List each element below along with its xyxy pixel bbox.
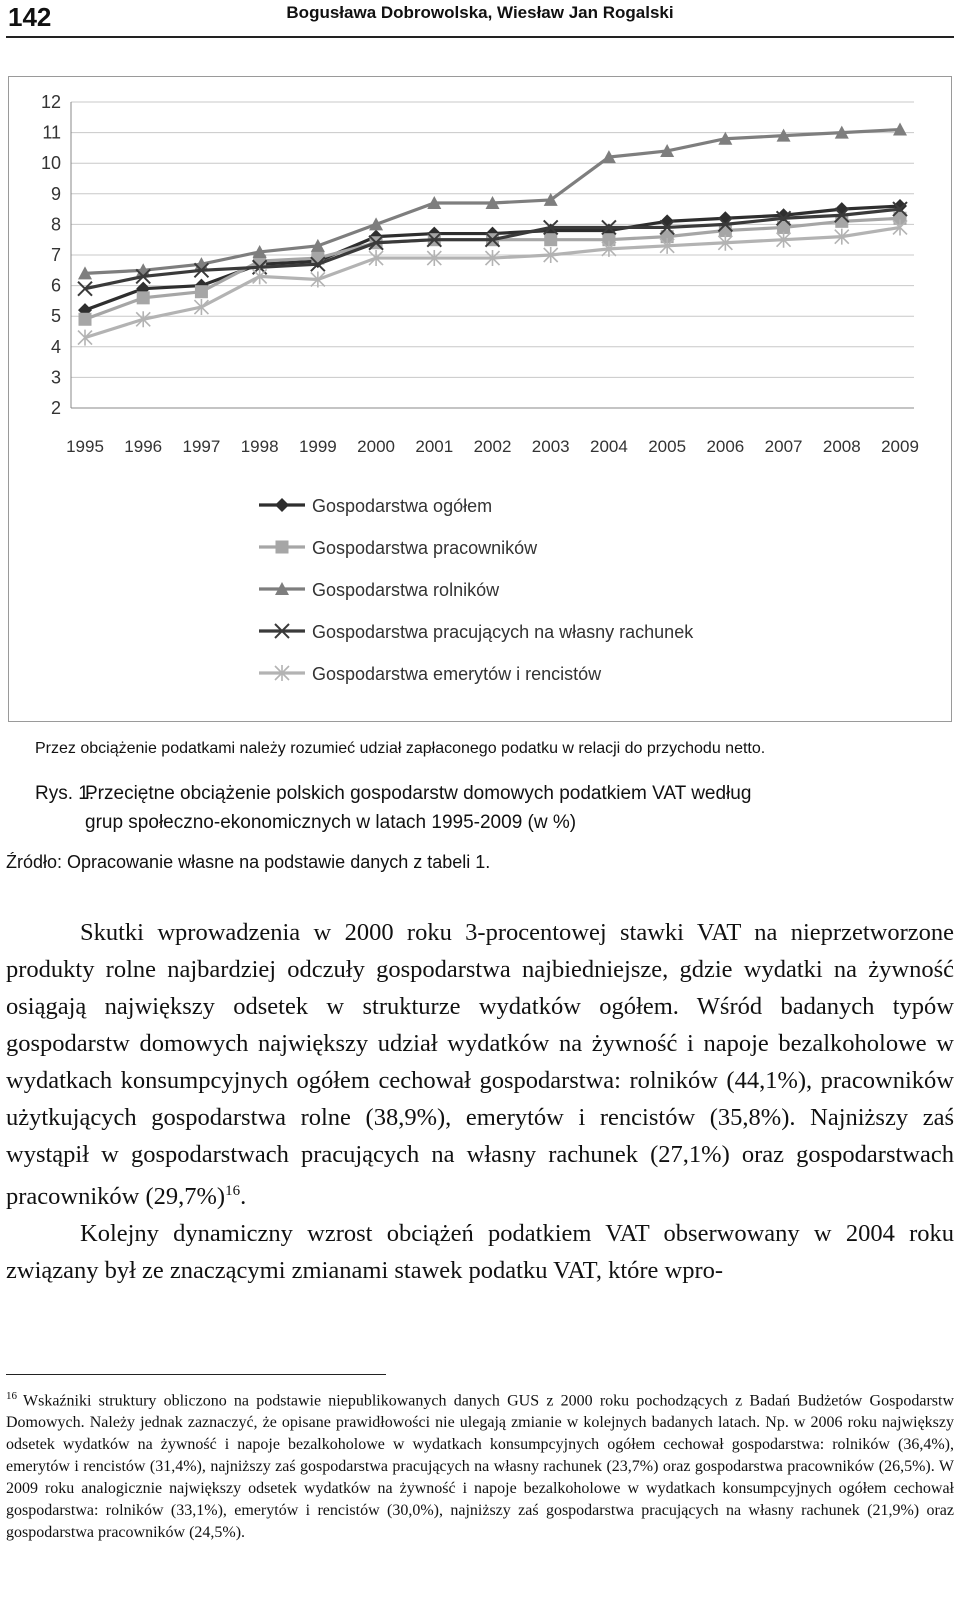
caption-line-2: grup społeczno-ekonomicznych w latach 1995-2009 (w %) [85,812,577,833]
caption-line-1: Przeciętne obciążenie polskich gospodarstw domowych podatkiem VAT według [85,783,752,804]
paragraph-1-end: . [240,1183,247,1211]
legend-label: Gospodarstwa pracujących na własny rachunek [312,622,694,642]
x-tick-label: 1996 [124,437,163,456]
page-number: 142 [8,2,52,32]
legend-label: Gospodarstwa rolników [312,580,500,600]
x-tick-label: 2004 [590,437,628,456]
x-tick-label: 1997 [182,437,221,456]
paragraph-1 [6,914,954,1215]
x-tick-label: 2008 [822,437,861,456]
caption-label: Rys. 1. [35,783,95,804]
footnote-ref[interactable]: 16 [225,1183,241,1199]
legend-label: Gospodarstwa emerytów i rencistów [312,664,602,684]
y-tick-label: 12 [40,92,61,112]
y-tick-label: 11 [42,122,61,143]
x-tick-label: 2009 [881,437,919,456]
figure-source: Źródło: Opracowanie własne na podstawie danych z tabeli 1. [6,852,491,872]
x-tick-label: 2002 [473,437,512,456]
data-point [79,313,92,326]
footnote-text: Wskaźniki struktury obliczono na podstawie niepublikowanych danych GUS z 2000 roku pochodzących z Badań Budżetów Gospodarstw Domowych. Należy jednak zaznaczyć, że opisane prawidłowości nie ulegają zmianie w kolejnych badanych latach. Np. w 2006 roku największy odsetek wydatków na żywność i napoje bezalkoholowe w wydatkach konsumpcyjnych ogółem cechował gospodarstwa: rolników (36,4%), emerytów i rencistów (31,4%), najniższy zaś gospodarstwa pracujących na własny rachunek (23,7%) oraz gospodarstwa pracowników (26,5%). W 2009 roku analogicznie największy odsetek wydatków na żywność i napoje bezalkoholowe w wydatkach konsumpcyjnych ogółem cechował gospodarstwa: rolników (33,1%), emerytów i rencistów (30,0%), najniższy zaś gospodarstwa pracujących na własny rachunek (21,9%) oraz gospodarstwa pracowników (24,5%). [6,1392,954,1542]
x-tick-label: 2003 [531,437,570,456]
data-point [544,233,557,246]
running-head-authors: Bogusława Dobrowolska, Wiesław Jan Rogalski [286,3,674,22]
figure-note: Przez obciążenie podatkami należy rozumieć udział zapłaconego podatku w relacji do przychodu netto. [35,740,766,757]
legend-label: Gospodarstwa ogółem [312,496,493,516]
x-tick-label: 1995 [66,437,104,456]
y-tick-label: 10 [40,153,61,174]
footnote-divider [6,1374,386,1375]
footnote-number: 16 [6,1390,17,1402]
x-tick-label: 2001 [415,437,454,456]
legend-label: Gospodarstwa pracowników [312,538,538,558]
footnote [6,1385,954,1544]
y-tick-label: 4 [50,336,61,357]
x-tick-label: 1999 [298,437,337,456]
y-tick-label: 3 [50,367,61,388]
x-tick-label: 1998 [240,437,279,456]
y-tick-label: 2 [50,398,61,418]
y-tick-label: 6 [50,275,61,296]
page-header [6,0,954,38]
figure-chart [8,76,952,722]
data-point [137,291,150,304]
x-tick-label: 2000 [357,437,395,456]
caption-title [85,779,935,837]
y-tick-label: 9 [50,183,61,204]
y-tick-label: 7 [50,245,61,265]
paragraph-2: Kolejny dynamiczny wzrost obciążeń podatkiem VAT obserwowany w 2004 roku związany był ze znaczącymi zmianami stawek podatku VAT, które wpro- [6,1220,954,1285]
legend-marker [275,498,289,512]
figure-caption [35,779,935,833]
x-tick-label: 2005 [648,437,687,456]
legend-marker [276,541,289,554]
data-point [195,285,208,298]
x-tick-label: 2007 [764,437,803,456]
body-text [6,914,954,1289]
x-tick-label: 2006 [706,437,745,456]
y-tick-label: 5 [50,306,61,327]
paragraph-1-text: Skutki wprowadzenia w 2000 roku 3-procentowej stawki VAT na nieprzetworzone produkty rolne najbardziej odczuły gospodarstwa najbiedniejsze, gdzie wydatki na żywność osiągają największy odsetek w strukturze wydatków ogółem. Wśród badanych typów gospodarstw domowych największy udział wydatków na żywność i napoje bezalkoholowe w wydatkach konsumpcyjnych ogółem cechował gospodarstwa: rolników (44,1%), pracowników użytkujących gospodarstwa rolne (38,9%), emerytów i rencistów (35,8%). Najniższy zaś wystąpił w gospodarstwach pracujących na własny rachunek (27,1%) oraz gospodarstwach pracowników (29,7%) [6,919,954,1211]
y-tick-label: 8 [50,214,61,235]
line-chart [9,77,951,721]
